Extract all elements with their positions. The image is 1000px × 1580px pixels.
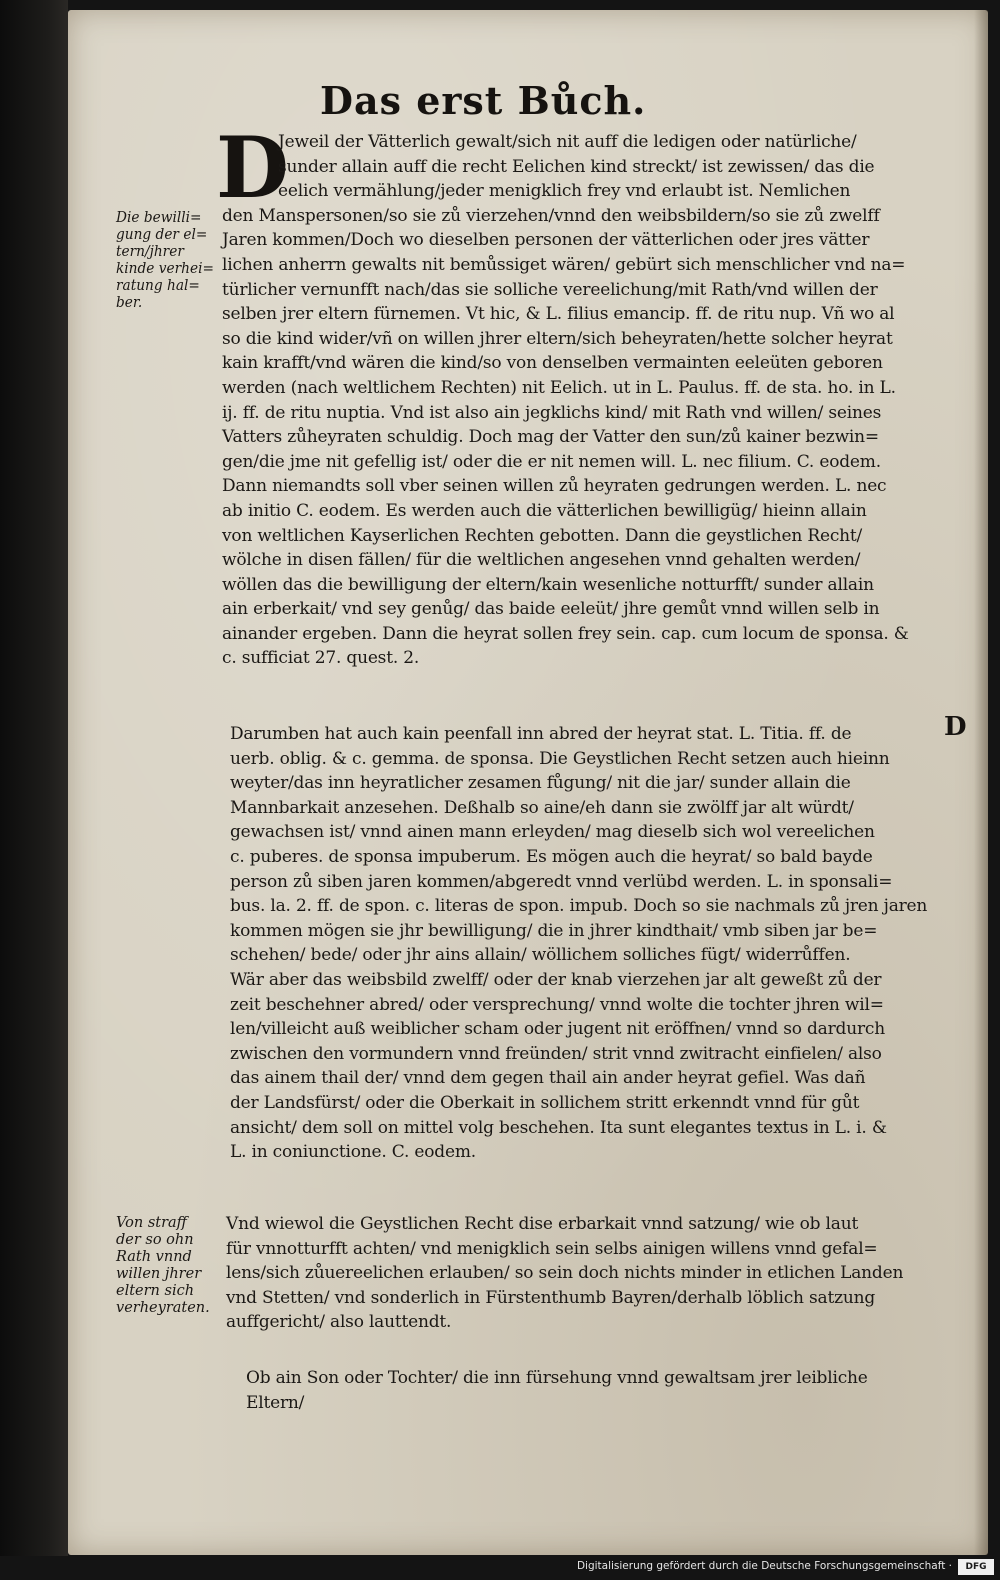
margin-note-line: Von straff xyxy=(116,1215,187,1231)
text-line: wöllen das die bewilligung der eltern/kain wesenliche notturfft/ sunder allain xyxy=(222,574,874,595)
text-line: türlicher vernunfft nach/das sie solliche vereelichung/mit Rath/vnd willen der xyxy=(222,279,878,300)
text-line: zwischen den vormundern vnnd freünden/ strit vnnd zwitracht einfielen/ also xyxy=(230,1043,882,1064)
margin-note-line: ber. xyxy=(116,295,143,311)
text-line: ain erberkait/ vnd sey genůg/ das baide eeleüt/ jhre gemůt vnnd willen selb in xyxy=(222,599,880,620)
text-line: so die kind wider/vñ on willen jhrer eltern/sich beheyraten/hette solcher heyrat xyxy=(222,328,893,349)
text-line: c. puberes. de sponsa impuberum. Es mögen auch die heyrat/ so bald bayde xyxy=(230,846,873,867)
text-line: ij. ff. de ritu nuptia. Vnd ist also ain jegklichs kind/ mit Rath vnd willen/ seines xyxy=(222,402,882,423)
paragraph-paternal-authority xyxy=(222,130,909,671)
text-line: Vnd wiewol die Geystlichen Recht dise erbarkait vnnd satzung/ wie ob laut xyxy=(226,1214,859,1234)
text-line: kommen mögen sie jhr bewilligung/ die in jhrer kindthait/ vmb siben jar be= xyxy=(230,920,878,941)
text-line: person zů siben jaren kommen/abgeredt vnnd verlübd werden. L. in sponsali= xyxy=(230,871,893,892)
text-line: Mannbarkait anzesehen. Deßhalb so aine/eh dann sie zwölff jar alt würdt/ xyxy=(230,797,854,818)
text-line: c. sufficiat 27. quest. 2. xyxy=(222,648,420,669)
margin-note-consent xyxy=(116,210,220,312)
scan-left-margin xyxy=(0,0,68,1580)
margin-note-line: gung der el= xyxy=(116,227,208,243)
text-line: gewachsen ist/ vnnd ainen mann erleyden/ mag dieselb sich wol vereelichen xyxy=(230,822,875,843)
text-line: len/villeicht auß weiblicher scham oder jugent nit eröffnen/ vnnd so dardurch xyxy=(230,1019,885,1040)
text-line: Wär aber das weibsbild zwelff/ oder der knab vierzehen jar alt geweßt zů der xyxy=(230,969,882,990)
initial-letter: D xyxy=(216,118,289,217)
margin-note-line: willen jhrer xyxy=(116,1266,202,1282)
text-line: wölche in disen fällen/ für die weltlichen angesehen vnnd gehalten werden/ xyxy=(222,550,861,571)
text-line: lens/sich zůuereelichen erlauben/ so sein doch nichts minder in etlichen Landen xyxy=(226,1263,904,1284)
text-line: zeit beschehner abred/ oder versprechung/ vnnd wolte die tochter jhren wil= xyxy=(230,994,884,1015)
paragraph-penalty xyxy=(230,722,927,1165)
text-line: von weltlichen Kayserlichen Rechten gebotten. Dann die geystlichen Recht/ xyxy=(222,525,863,546)
text-line: ab initio C. eodem. Es werden auch die vätterlichen bewilligüg/ hieinn allain xyxy=(222,500,867,521)
margin-note-line: eltern sich xyxy=(116,1283,195,1299)
text-line: werden (nach weltlichem Rechten) nit Eelich. ut in L. Paulus. ff. de sta. ho. in L. xyxy=(222,377,896,398)
text-line: kain krafft/vnd wären die kind/so von denselben vermainten eeleüten geboren xyxy=(222,353,883,374)
text-line: Vatters zůheyraten schuldig. Doch mag der Vatter den sun/zů kainer bezwin= xyxy=(222,427,879,448)
text-line: eelich vermählung/jeder menigklich frey vnd erlaubt ist. Nemlichen xyxy=(278,181,851,202)
text-line: ansicht/ dem soll on mittel volg beschehen. Ita sunt elegantes textus in L. i. & xyxy=(230,1117,887,1138)
text-line: Dann niemandts soll vber seinen willen zů heyraten gedrungen werden. L. nec xyxy=(222,476,887,497)
text-line: das ainem thail der/ vnnd dem gegen thail ain ander heyrat gefiel. Was dañ xyxy=(230,1068,866,1089)
text-line: Jeweil der Vätterlich gewalt/sich nit auff die ledigen oder natürliche/ xyxy=(278,132,857,152)
text-line: auffgericht/ also lauttendt. xyxy=(226,1312,452,1333)
text-line: Jaren kommen/Doch wo dieselben personen der vätterlichen oder jres vätter xyxy=(222,230,870,251)
margin-note-line: kinde verhei= xyxy=(116,261,214,277)
margin-note-line: ratung hal= xyxy=(116,278,200,294)
text-line: für vnnotturfft achten/ vnd menigklich sein selbs ainigen willens vnnd gefal= xyxy=(226,1238,878,1259)
paragraph-statute-heading xyxy=(246,1366,868,1415)
text-line: sunder allain auff die recht Eelichen kind streckt/ ist zewissen/ das die xyxy=(278,156,875,177)
text-line: der Landsfürst/ oder die Oberkait in sollichem stritt erkenndt vnnd für gůt xyxy=(230,1092,860,1113)
text-line: vnd Stetten/ vnd sonderlich in Fürstenthumb Bayren/derhalb löblich satzung xyxy=(226,1287,876,1308)
dfg-logo: DFG xyxy=(958,1559,994,1575)
running-head: Das erst Bůch. xyxy=(320,78,647,123)
text-line: den Manspersonen/so sie zů vierzehen/vnnd den weibsbildern/so sie zů zwelff xyxy=(222,205,880,226)
page-edge-shadow xyxy=(974,10,988,1555)
text-line: L. in coniunctione. C. eodem. xyxy=(230,1142,476,1163)
text-line: uerb. oblig. & c. gemma. de sponsa. Die Geystlichen Recht setzen auch hieinn xyxy=(230,748,890,769)
text-line: Eltern/ xyxy=(246,1392,305,1413)
text-line: weyter/das inn heyratlicher zesamen fůgung/ nit die jar/ sunder allain die xyxy=(230,773,851,794)
text-line: Darumben hat auch kain peenfall inn abred der heyrat stat. L. Titia. ff. de xyxy=(230,724,852,744)
paragraph-bavarian-statute xyxy=(226,1212,903,1335)
margin-note-line: der so ohn xyxy=(116,1232,194,1248)
margin-note-line: verheyraten. xyxy=(116,1300,210,1316)
margin-note-line: Die bewilli= xyxy=(116,210,202,226)
margin-note-line: tern/jhrer xyxy=(116,244,184,260)
text-line: ainander ergeben. Dann die heyrat sollen frey sein. cap. cum locum de sponsa. & xyxy=(222,623,909,644)
side-letter-d: D xyxy=(944,712,967,742)
margin-note-line: Rath vnnd xyxy=(116,1249,192,1265)
text-line: gen/die jme nit gefellig ist/ oder die er nit nemen will. L. nec filium. C. eodem. xyxy=(222,451,881,472)
margin-note-punishment xyxy=(116,1215,210,1317)
text-line: bus. la. 2. ff. de spon. c. literas de spon. impub. Doch so sie nachmals zů jren jaren xyxy=(230,896,928,917)
text-line: lichen anherrn gewalts nit bemůssiget wären/ gebürt sich menschlicher vnd na= xyxy=(222,254,906,275)
footer-credit: Digitalisierung gefördert durch die Deutsche Forschungsgemeinschaft · xyxy=(576,1560,952,1572)
text-line: selben jrer eltern fürnemen. Vt hic, & L. filius emancip. ff. de ritu nup. Vñ wo al xyxy=(222,304,895,325)
text-line: Ob ain Son oder Tochter/ die inn fürsehung vnnd gewaltsam jrer leibliche xyxy=(246,1368,868,1388)
text-line: schehen/ bede/ oder jhr ains allain/ wöllichem solliches fügt/ widerrůffen. xyxy=(230,945,851,966)
